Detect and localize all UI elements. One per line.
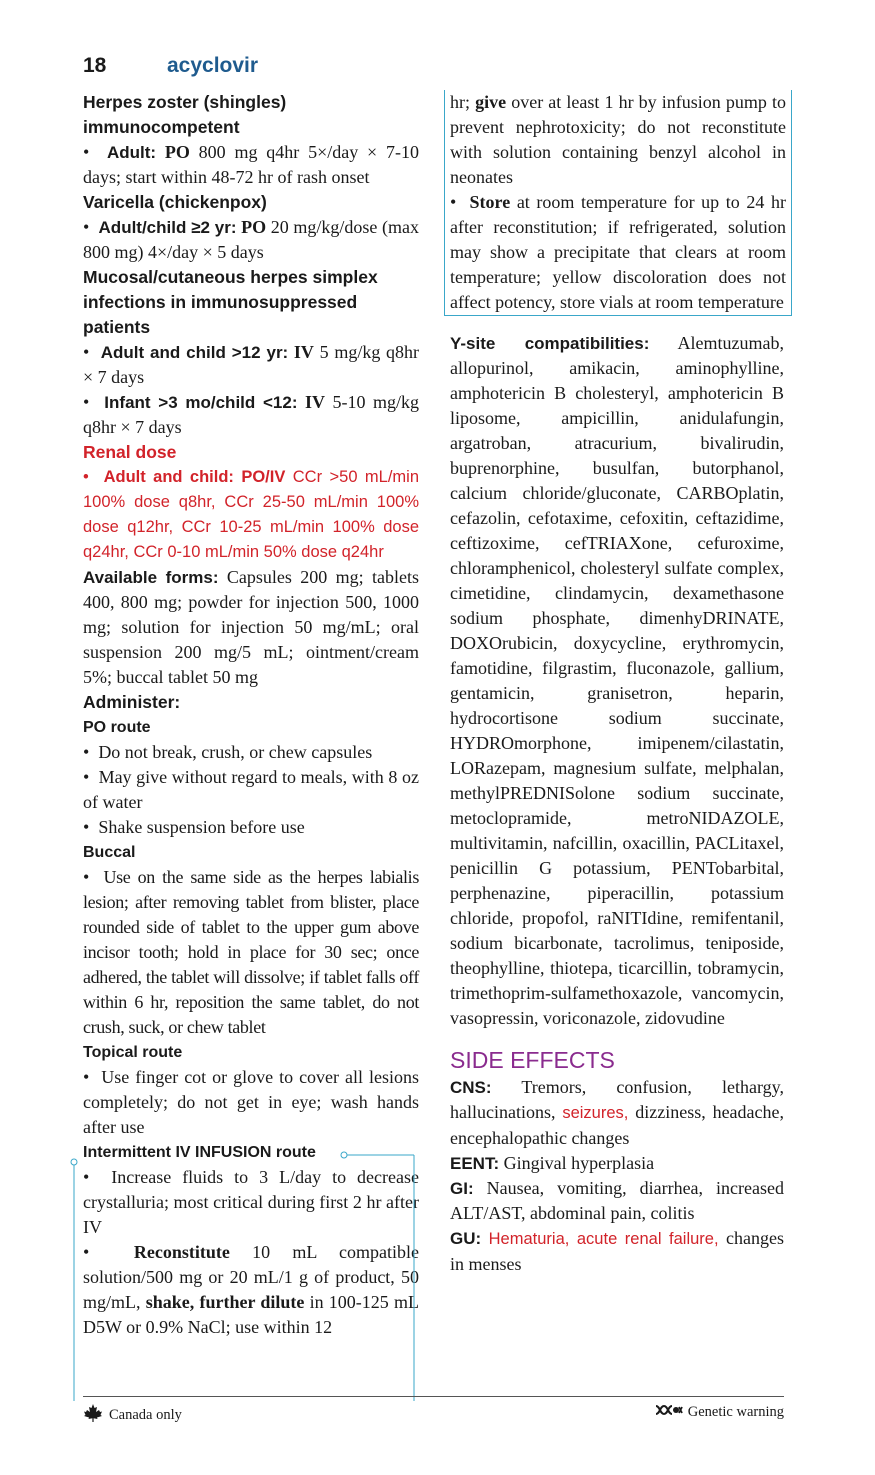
drug-name: acyclovir xyxy=(167,54,259,77)
footer-left-text: Canada only xyxy=(109,1407,182,1423)
mucosal-adult-label: Adult and child >12 yr: xyxy=(100,343,289,362)
hz-adult-po: PO xyxy=(164,142,190,162)
available-forms-text: Capsules 200 mg; tablets 400, 800 mg; powder for injection 500, 1000 mg; solution for injection 50 mg/mL; oral suspension 200 mg/5 mL; ointment/cream 5%; buccal tablet 50 mg xyxy=(83,567,419,687)
gi-text: Nausea, vomiting, diarrhea, increased ALT/AST, abdominal pain, colitis xyxy=(450,1178,784,1223)
hz-title-1: Herpes zoster (shingles) xyxy=(83,92,287,112)
cns-text-2: dizziness, headache, encephalopathic changes xyxy=(450,1102,785,1148)
iv-box xyxy=(83,1165,419,1340)
po-route-title: PO route xyxy=(83,719,151,736)
mucosal-infant-iv: IV xyxy=(305,392,326,412)
gu-red: Hematuria, acute renal failure, xyxy=(488,1230,719,1248)
buccal-item-1: • Use on the same side as the herpes labialis lesion; after removing tablet from blister, place rounded side of tablet to the upper gum above incisor tooth; hold in place for 30 sec; once adhered, the tablet will dissolve; if tablet falls off within 6 hr, reposition the same tablet, do not crush, suck, or chew tablet xyxy=(83,865,419,1040)
varicella-text: 20 mg/kg/dose (max 800 mg) 4×/day × 5 days xyxy=(83,217,420,262)
varicella-po: PO xyxy=(241,217,267,237)
hz-adult-label: Adult: xyxy=(106,143,157,162)
administer-title: Administer: xyxy=(83,692,181,712)
renal-title: Renal dose xyxy=(83,442,177,462)
gu-label: GU: xyxy=(450,1229,482,1248)
topical-item-1: • Use finger cot or glove to cover all lesions completely; do not get in eye; wash hands after use xyxy=(83,1065,419,1140)
mucosal-adult-dose xyxy=(83,340,419,390)
eent-effects xyxy=(450,1151,784,1176)
iv-box-frame xyxy=(74,1153,426,1403)
iv-route-title: Intermittent IV INFUSION route xyxy=(83,1144,316,1161)
hz-adult-text: 800 mg q4hr 5×/day × 7-10 days; start within 48-72 hr of rash onset xyxy=(83,142,419,187)
available-forms-label: Available forms: xyxy=(83,568,219,587)
buccal-title: Buccal xyxy=(83,844,136,861)
eent-label: EENT: xyxy=(450,1154,500,1173)
varicella-dose xyxy=(83,215,419,265)
iv-continued xyxy=(450,90,786,190)
mucosal-adult-text: 5 mg/kg q8hr × 7 days xyxy=(83,342,419,387)
dna-icon xyxy=(655,1403,683,1422)
side-effects-title: SIDE EFFECTS xyxy=(450,1047,615,1073)
renal-text: CCr >50 mL/min 100% dose q8hr, CCr 25-50 mL/min 100% dose q12hr, CCr 10-25 mL/min 100% dose q24hr, CCr 0-10 mL/min 50% dose q24hr xyxy=(83,468,419,561)
store-item xyxy=(450,190,786,315)
cns-effects xyxy=(450,1075,784,1151)
mucosal-infant-dose xyxy=(83,390,419,440)
cns-text-1: Tremors, confusion, lethargy, hallucinations, xyxy=(450,1077,784,1122)
footer-canada xyxy=(83,1403,182,1428)
iv-reconstitute: Reconstitute xyxy=(133,1242,230,1262)
left-column xyxy=(83,90,419,1340)
mucosal-infant-text: 5-10 mg/kg q8hr × 7 days xyxy=(83,392,420,437)
footer-divider xyxy=(83,1396,784,1397)
iv-item-2-text-2: in 100-125 mL D5W or 0.9% NaCl; use within 12 xyxy=(83,1292,419,1337)
varicella-title: Varicella (chickenpox) xyxy=(83,192,267,212)
mucosal-adult-iv: IV xyxy=(293,342,314,362)
mucosal-infant-label: Infant >3 mo/child <12: xyxy=(104,393,298,412)
iv-cont-text-1: hr; xyxy=(450,92,470,112)
page-number: 18 xyxy=(83,54,107,77)
po-item-3: • Shake suspension before use xyxy=(83,815,419,840)
footer-genetic xyxy=(655,1403,784,1422)
page-header xyxy=(83,54,258,84)
store-text: at room temperature for up to 24 hr after reconstitution; if refrigerated, solution may show a precipitate that clears at room temperature; yellow discoloration does not affect potency, store vials at room temperature xyxy=(450,192,786,312)
topical-title: Topical route xyxy=(83,1044,183,1061)
po-item-2: • May give without regard to meals, with 8 oz of water xyxy=(83,765,419,815)
hz-title-2: immunocompetent xyxy=(83,117,240,137)
mucosal-title: Mucosal/cutaneous herpes simplex infections in immunosuppressed patients xyxy=(83,267,378,337)
available-forms xyxy=(83,565,419,690)
right-column xyxy=(450,90,784,1277)
hz-adult-dose xyxy=(83,140,419,190)
gu-effects xyxy=(450,1226,784,1277)
cns-seizures: seizures, xyxy=(562,1104,629,1122)
ysite-label: Y-site compatibilities: xyxy=(450,334,650,353)
iv-shake: shake, further dilute xyxy=(145,1292,305,1312)
gu-text: changes in menses xyxy=(450,1228,785,1274)
cns-label: CNS: xyxy=(450,1078,492,1097)
varicella-label: Adult/child ≥2 yr: xyxy=(98,218,237,237)
iv-item-2-text-1: 10 mL compatible solution/500 mg or 20 mL/1 g of product, 50 mg/mL, xyxy=(83,1242,419,1312)
eent-text: Gingival hyperplasia xyxy=(503,1153,655,1173)
gi-effects xyxy=(450,1176,784,1226)
iv-item-1: • Increase fluids to 3 L/day to decrease crystalluria; most critical during first 2 hr after IV xyxy=(83,1165,419,1240)
iv-continued-box xyxy=(444,90,792,316)
maple-leaf-icon xyxy=(83,1403,103,1428)
iv-cont-text-2: over at least 1 hr by infusion pump to prevent nephrotoxicity; do not reconstitute with solution containing benzyl alcohol in neonates xyxy=(450,92,786,187)
footer-right-text: Genetic warning xyxy=(687,1404,784,1420)
gi-label: GI: xyxy=(450,1179,474,1198)
iv-give: give xyxy=(475,92,507,112)
ysite-compatibilities xyxy=(450,331,784,1031)
store-label: Store xyxy=(469,192,511,212)
renal-label: Adult and child: PO/IV xyxy=(103,468,286,486)
ysite-text: Alemtuzumab, allopurinol, amikacin, aminophylline, amphotericin B cholesteryl, amphotericin B liposome, ampicillin, anidulafungin, argatroban, atracurium, bivalirudin, buprenorphine, busulfan, butorphanol, calcium chloride/gluconate, CARBOplatin, cefazolin, cefotaxime, cefoxitin, ceftazidime, ceftizoxime, cefTRIAXone, cefuroxime, chloramphenicol, cholesteryl sulfate complex, cimetidine, clindamycin, dexamethasone sodium phosphate, dimenhyDRINATE, DOXOrubicin, doxycycline, erythromycin, famotidine, filgrastim, fluconazole, gallium, gentamicin, granisetron, heparin, hydrocortisone sodium succinate, HYDROmorphone, imipenem/cilastatin, LORazepam, magnesium sulfate, melphalan, methylPREDNISolone sodium succinate, metoclopramide, metroNIDAZOLE, multivitamin, nafcillin, oxacillin, PACLitaxel, penicillin G potassium, PENTobarbital, perphenazine, piperacillin, potassium chloride, propofol, raNITIdine, remifentanil, sodium bicarbonate, tacrolimus, teniposide, theophylline, thiotepa, ticarcillin, tobramycin, trimethoprim-sulfamethoxazole, vancomycin, vasopressin, voriconazole, zidovudine xyxy=(450,333,784,1028)
po-item-1: • Do not break, crush, or chew capsules xyxy=(83,740,419,765)
renal-dose xyxy=(83,465,419,565)
